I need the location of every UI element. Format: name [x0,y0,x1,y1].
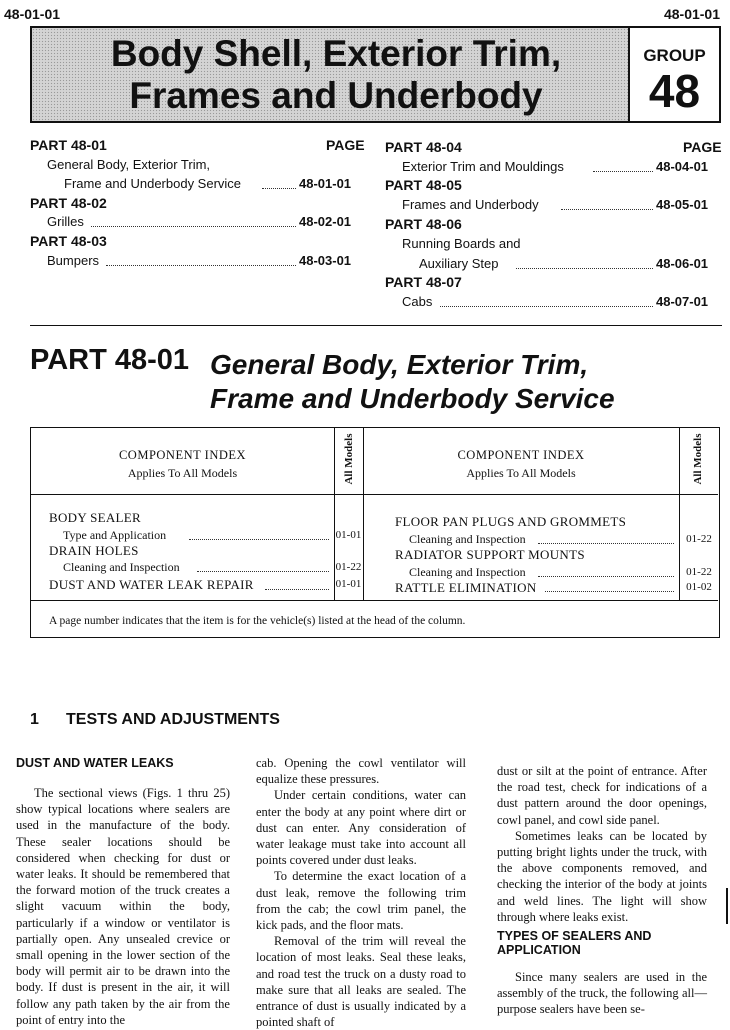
page-number-left: 48-01-01 [4,6,61,22]
index-footnote: A page number indicates that the item is for the vehicle(s) listed at the head of the column. [49,615,466,627]
section-divider [30,325,722,326]
index-category: DRAIN HOLES [49,543,139,558]
index-item: Cleaning and Inspection [63,560,180,574]
toc-entry-page: 48-04-01 [656,159,709,174]
index-page: 01-02 [686,581,712,593]
index-page: 01-22 [686,566,712,578]
column-label-all-models-left: All Models [343,433,355,485]
index-subheading-left: Applies To All Models [127,466,238,480]
index-leader [189,539,329,540]
toc-part-48-05: PART 48-05 [385,177,462,193]
column-heading-types-of-sealers: TYPES OF SEALERS AND APPLICATION [497,929,652,957]
index-item: Type and Application [63,528,167,542]
group-title-line1: Body Shell, Exterior Trim, [110,33,562,74]
section-number: 1 [30,711,39,728]
group-number: 48 [648,65,701,117]
page-edge-mark [726,888,728,924]
toc-leader [91,226,296,227]
index-heading-left: COMPONENT INDEX [118,448,247,462]
index-heading-right: COMPONENT INDEX [457,448,585,462]
index-category: BODY SEALER [49,510,142,525]
toc-part-48-03: PART 48-03 [30,233,107,249]
toc-entry-text: Auxiliary Step [419,256,499,271]
paragraph: Under certain conditions, water can enter the body at any point where dirt or dust can enter. Any consideration of water leakage must take into account all points covered under dust leaks. [256,788,466,868]
index-leader [265,589,329,590]
title-shaded-panel [32,28,630,121]
table-rule [31,600,718,601]
section-title: TESTS AND ADJUSTMENTS [66,711,280,728]
part-title-line1: General Body, Exterior Trim, [210,349,589,380]
column-heading-dust-water-leaks: DUST AND WATER LEAKS [16,756,174,770]
toc-leader [593,171,653,172]
body-column-3-top [497,763,707,923]
group-number-box [630,28,719,121]
toc-part-48-04: PART 48-04 [385,139,462,155]
toc-part-48-07: PART 48-07 [385,274,462,290]
toc-part-48-06: PART 48-06 [385,216,462,232]
body-column-3-bottom [497,969,707,1017]
index-page: 01-22 [686,533,712,545]
index-subheading-right: Applies To All Models [466,466,576,480]
toc-entry-text: Exterior Trim and Mouldings [402,159,564,174]
toc-entry-text: Grilles [47,214,84,229]
toc-entry-text: Frame and Underbody Service [64,176,242,191]
toc-leader [516,268,653,269]
toc-entry-page: 48-07-01 [656,294,709,309]
toc-entry-text: Bumpers [47,253,100,268]
body-column-1 [16,785,230,1027]
toc-leader [106,265,296,266]
index-leader [545,591,674,592]
table-rule [334,428,335,600]
toc-page-label-left: PAGE [326,137,365,153]
paragraph: dust or silt at the point of entrance. After the road test, check for indications of a dust pattern around the door openings, cowl panel, and cowl side panel. [497,764,707,827]
group-title-box [30,26,721,123]
toc-entry-page: 48-01-01 [299,176,352,191]
toc-leader [262,188,296,189]
paragraph: Since many sealers are used in the assembly of the truck, the following all—purpose sealers have been se- [497,970,707,1017]
index-leader [197,571,329,572]
paragraph: To determine the exact location of a dust leak, remove the following trim from the cab; the cowl trim panel, the kick pads, and the floor mats. [256,869,466,933]
body-column-2 [256,755,466,1030]
toc-entry-text: General Body, Exterior Trim, [47,157,211,172]
index-category: RATTLE ELIMINATION [395,580,537,595]
component-index-table [30,427,720,638]
toc-entry-text: Cabs [402,294,433,309]
toc-entry-page: 48-03-01 [299,253,352,268]
group-title-line2: Frames and Underbody [129,75,543,116]
toc-entry-page: 48-06-01 [656,256,709,271]
toc-part-48-01: PART 48-01 [30,137,107,153]
group-label: GROUP [643,46,706,65]
index-category: RADIATOR SUPPORT MOUNTS [395,547,585,562]
toc-entry-page: 48-02-01 [299,214,352,229]
index-category: FLOOR PAN PLUGS AND GROMMETS [395,514,627,529]
part-title-line2: Frame and Underbody Service [210,383,615,414]
index-page: 01-01 [335,578,362,590]
toc-page-label-right: PAGE [683,139,722,155]
toc-entry-text: Running Boards and [402,236,521,251]
toc-leader [561,209,653,210]
index-category: DUST AND WATER LEAK REPAIR [49,577,254,592]
index-leader [538,543,674,544]
index-page: 01-22 [335,561,362,573]
page-number-right: 48-01-01 [663,6,720,22]
index-item: Cleaning and Inspection [409,532,526,546]
paragraph: cab. Opening the cowl ventilator will equalize these pressures. [256,756,466,787]
table-rule [31,494,718,495]
toc-leader [440,306,653,307]
part-number-heading: PART 48-01 [30,344,190,376]
index-leader [538,576,674,577]
toc-part-48-02: PART 48-02 [30,195,107,211]
paragraph: Sometimes leaks can be located by putting bright lights under the truck, with the above components removed, and checking the interior of the body at joints and weld lines. The light will show through where leaks exist. [497,828,707,924]
toc-entry-page: 48-05-01 [656,197,709,212]
toc-entry-text: Frames and Underbody [402,197,539,212]
paragraph: Removal of the trim will reveal the location of most leaks. Seal these leaks, and road test the truck on a dusty road to make sure that all leaks are sealed. The entrance of dust is usually indicated by a pointed shaft of [256,934,466,1030]
index-page: 01-01 [335,529,362,541]
paragraph: The sectional views (Figs. 1 thru 25) show typical locations where sealers are used in the manufacture of the body. These sealer locations should be considered when checking for dust or water leaks. It should be remembered that the forward motion of the truck creates a slight vacuum within the body, particularly if a window or ventilator is partially open. Any unsealed crevice or small opening in the lower section of the body will permit air to be drawn into the body. If dust is present in the air, it will follow any path taken by the air from the point of entry into the [16,786,230,1027]
index-item: Cleaning and Inspection [409,565,526,579]
column-label-all-models-right: All Models [692,433,704,485]
